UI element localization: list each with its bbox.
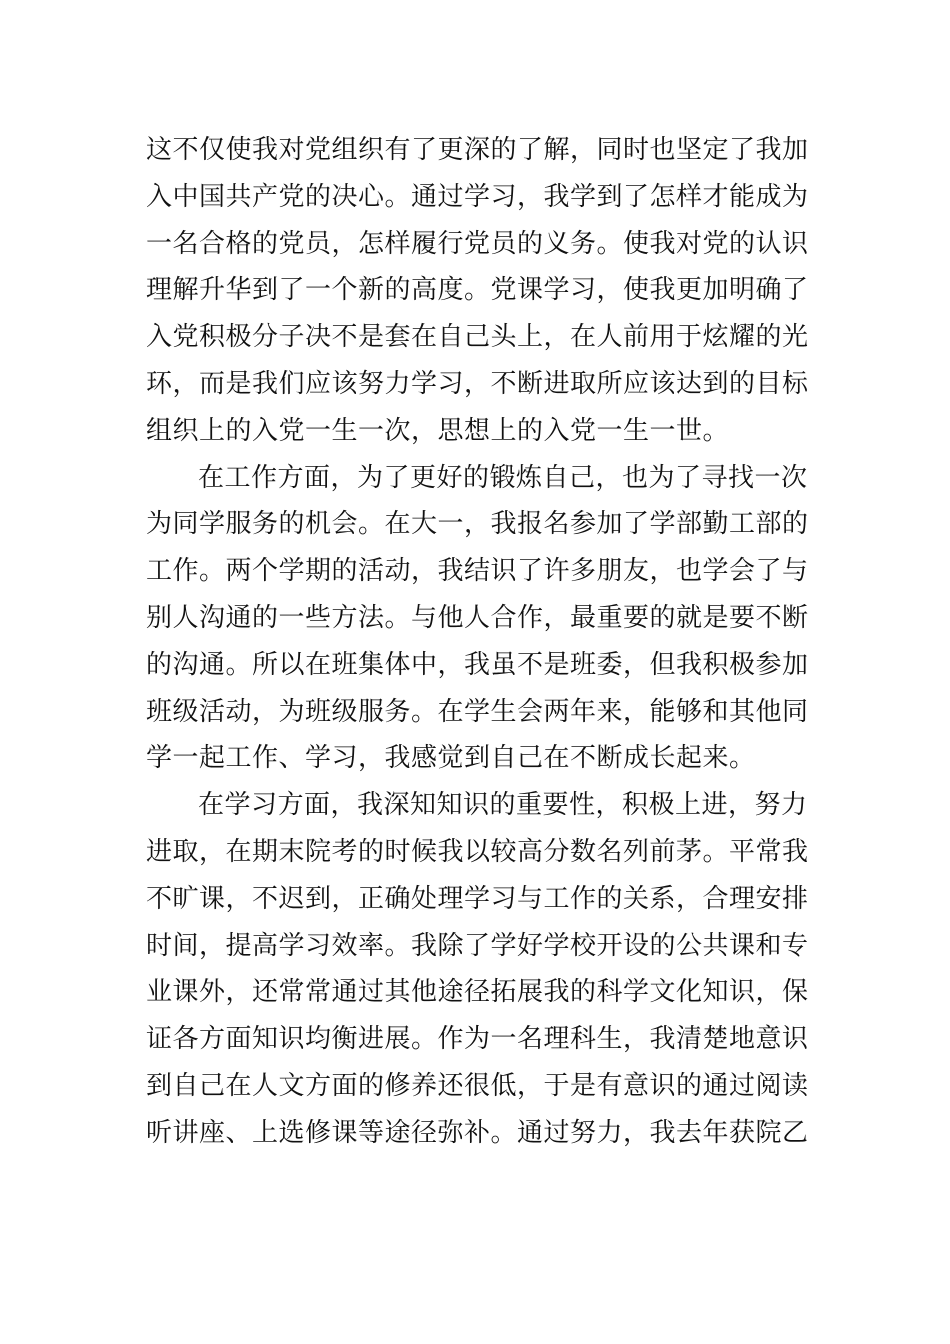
text-line: 到自己在人文方面的修养还很低，于是有意识的通过阅读 [146,1070,809,1101]
text-line: 时间，提高学习效率。我除了学好学校开设的公共课和专 [146,930,809,961]
text-line: 工作。两个学期的活动，我结识了许多朋友，也学会了与 [146,556,809,587]
text-line: 组织上的入党一生一次，思想上的入党一生一世。 [146,415,730,446]
text-line: 学一起工作、学习，我感觉到自己在不断成长起来。 [146,743,756,774]
text-line: 为同学服务的机会。在大一，我报名参加了学部勤工部的 [146,509,809,540]
document-body [146,127,816,1157]
text-line: 一名合格的党员，怎样履行党员的义务。使我对党的认识 [146,228,809,259]
text-line: 理解升华到了一个新的高度。党课学习，使我更加明确了 [146,275,809,306]
text-line: 在学习方面，我深知知识的重要性，积极上进，努力 [198,790,808,821]
paragraph-3 [146,782,816,1156]
text-line: 这不仅使我对党组织有了更深的了解，同时也坚定了我加 [146,135,809,165]
text-line: 入党积极分子决不是套在自己头上，在人前用于炫耀的光 [146,322,809,353]
text-line: 在工作方面，为了更好的锻炼自己，也为了寻找一次 [198,462,808,493]
text-line: 听讲座、上选修课等途径弥补。通过努力，我去年获院乙 [146,1117,809,1148]
text-line: 入中国共产党的决心。通过学习，我学到了怎样才能成为 [146,181,809,212]
paragraph-1 [146,127,816,455]
text-line: 别人沟通的一些方法。与他人合作，最重要的就是要不断 [146,602,809,633]
text-line: 不旷课，不迟到，正确处理学习与工作的关系，合理安排 [146,883,809,914]
text-line: 班级活动，为班级服务。在学生会两年来，能够和其他同 [146,696,809,727]
paragraph-2 [146,455,816,783]
text-line: 业课外，还常常通过其他途径拓展我的科学文化知识，保 [146,977,809,1008]
text-line: 证各方面知识均衡进展。作为一名理科生，我清楚地意识 [146,1024,809,1055]
text-line: 的沟通。所以在班集体中，我虽不是班委，但我积极参加 [146,649,809,680]
text-line: 环，而是我们应该努力学习，不断进取所应该达到的目标 [146,368,809,399]
text-line: 进取，在期末院考的时候我以较高分数名列前茅。平常我 [146,836,809,867]
